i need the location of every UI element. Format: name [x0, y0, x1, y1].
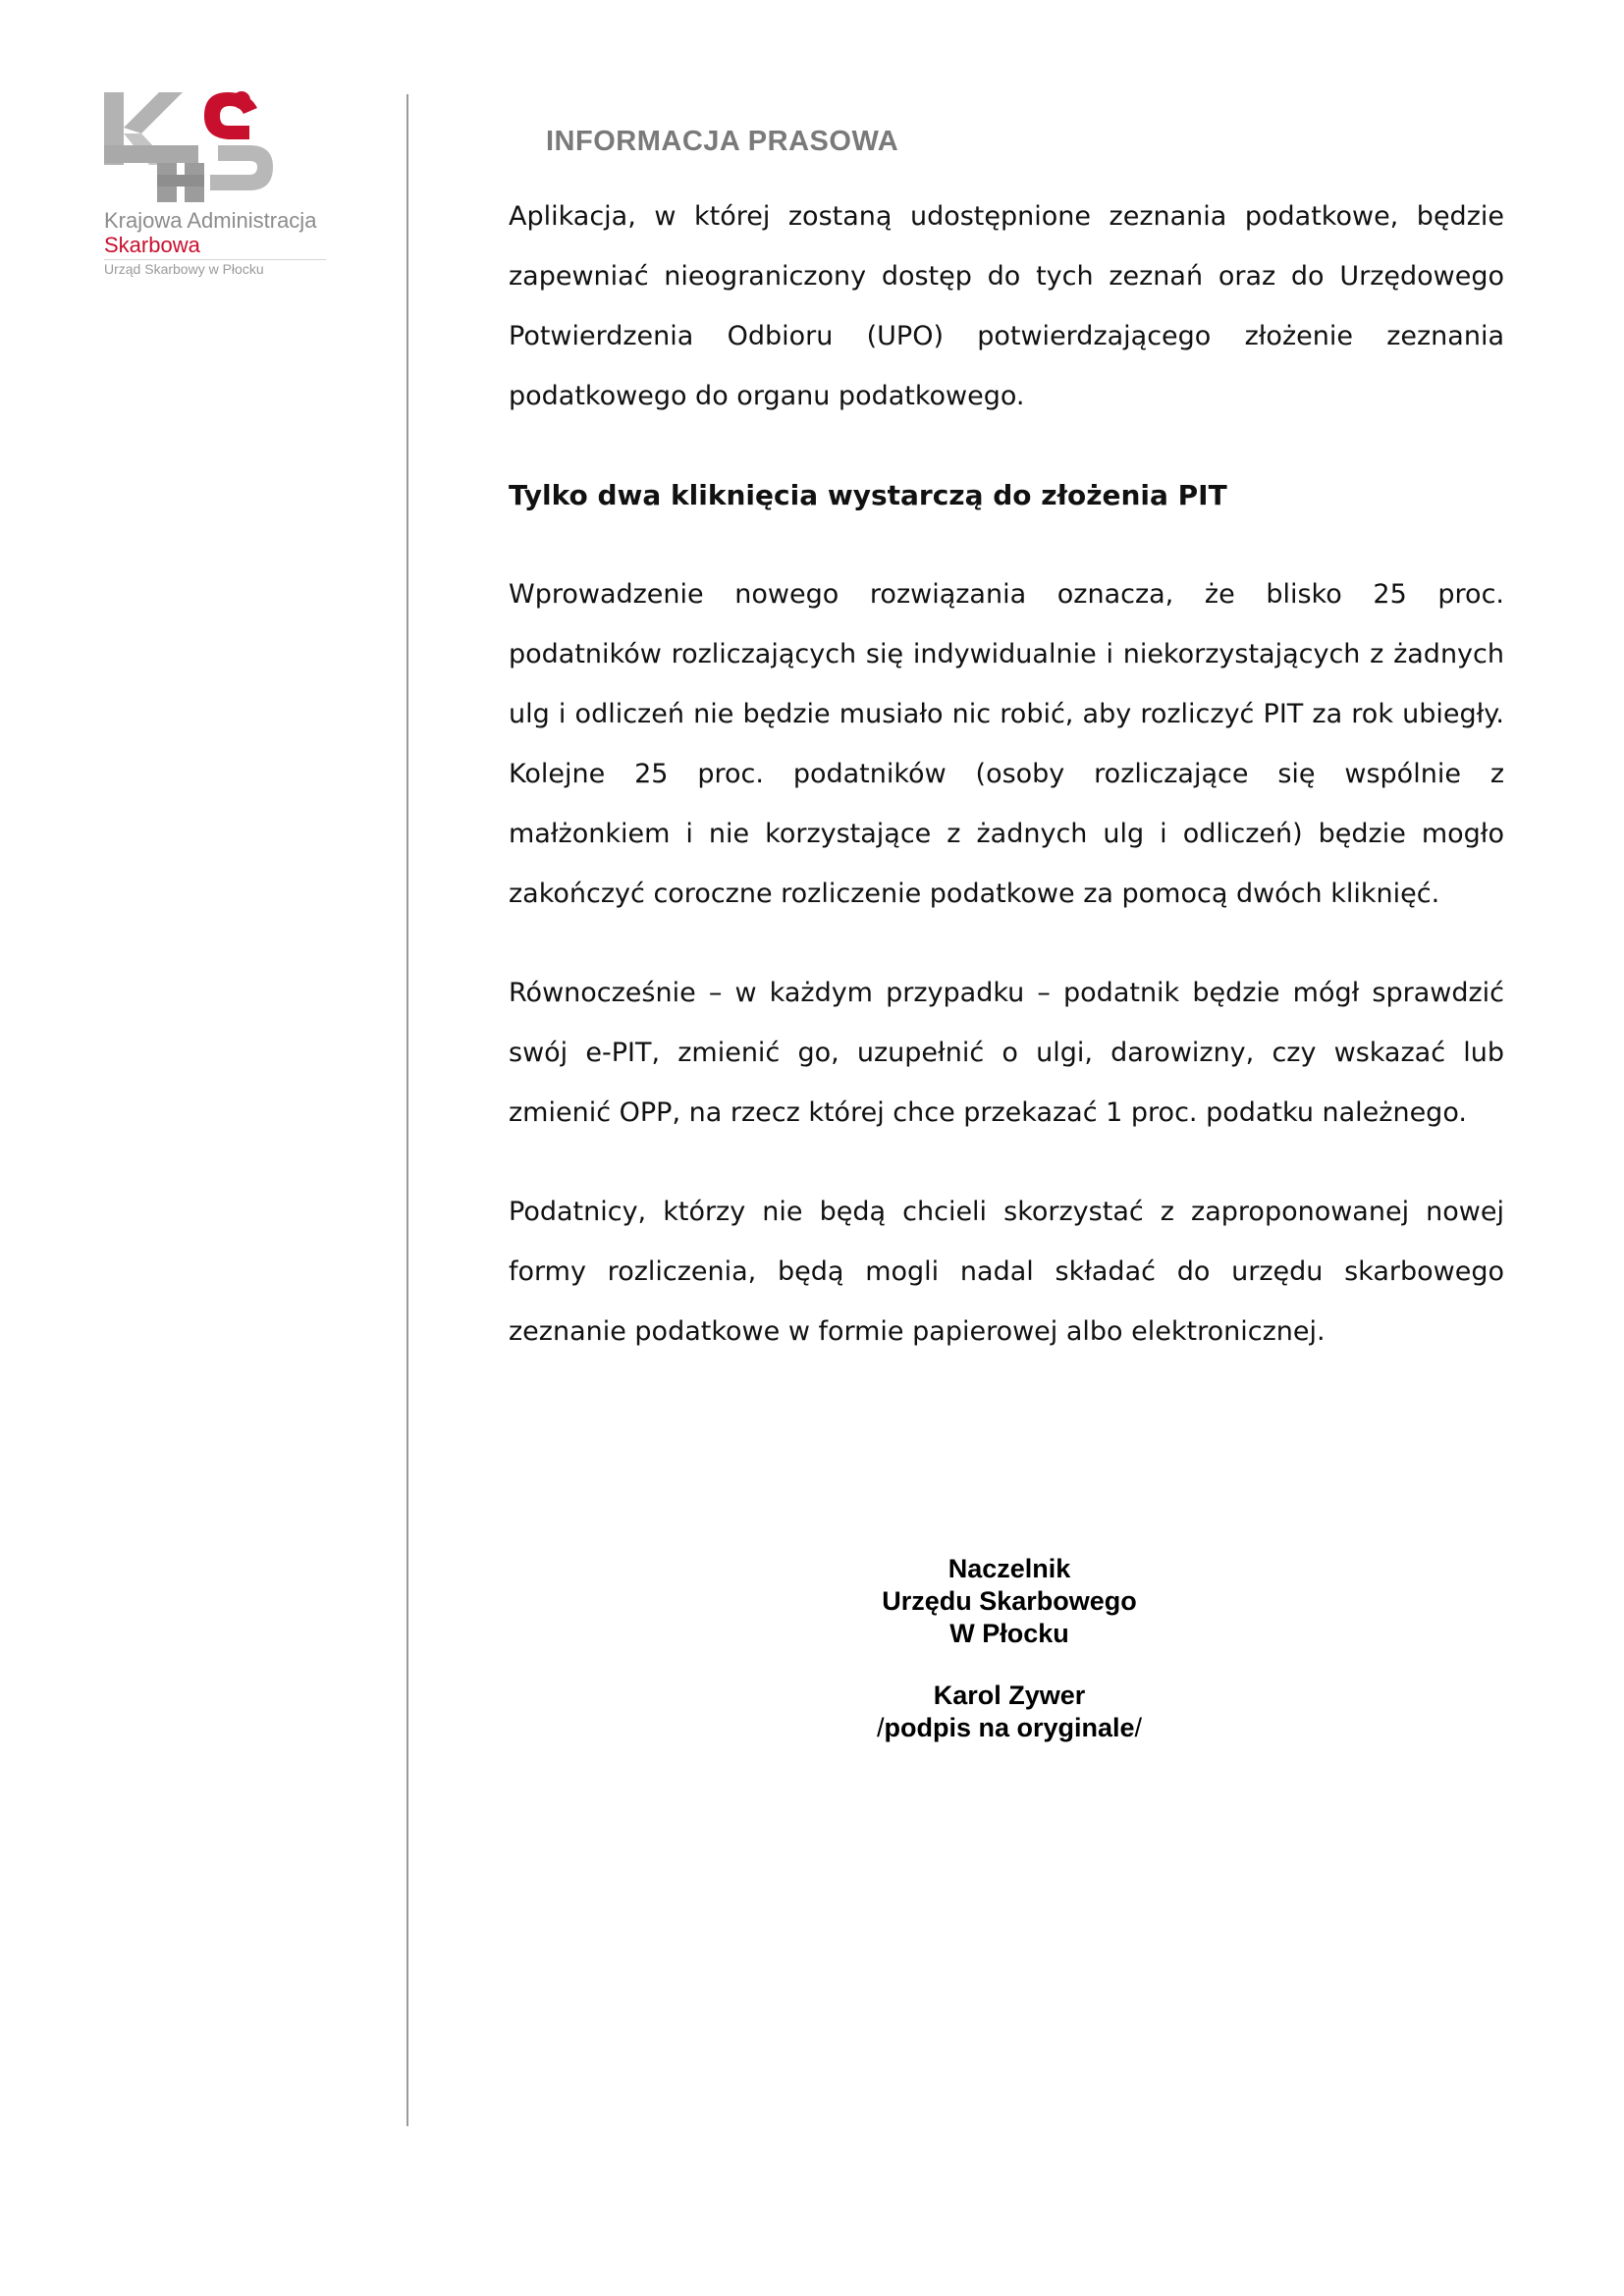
signature-office: Urzędu Skarbowego [882, 1586, 1137, 1616]
logo-line-krajowa: Krajowa Administracja [104, 208, 317, 233]
signature-block [803, 1553, 1216, 1744]
signature-note: podpis na oryginale [884, 1713, 1135, 1742]
signature-spacer [803, 1650, 1216, 1680]
vertical-divider [406, 94, 408, 2126]
logo-text [104, 208, 340, 278]
slash-close: / [1134, 1713, 1143, 1742]
section-heading: Tylko dwa kliknięcia wystarczą do złożenia PIT [509, 479, 1227, 511]
paragraph-new-solution: Wprowadzenie nowego rozwiązania oznacza, że blisko 25 proc. podatników rozliczających się indywidualnie i niekorzystających z żadnych ulg i odliczeń nie będzie musiało nic robić, aby rozliczyć PIT za rok ubiegły. Kolejne 25 proc. podatników (osoby rozliczające się wspólnie z małżonkiem i nie korzystające z żadnych ulg i odliczeń) będzie mogło zakończyć coroczne rozliczenie podatkowe za pomocą dwóch kliknięć. [509, 579, 1504, 909]
slash-open: / [876, 1713, 885, 1742]
signature-city: W Płocku [949, 1619, 1069, 1648]
signature-name: Karol Zywer [933, 1681, 1086, 1710]
document-body [509, 187, 1504, 1362]
logo-line-office: Urząd Skarbowy w Płocku [104, 261, 264, 277]
logo-line-skarbowa: Skarbowa [104, 233, 200, 257]
paragraph-modify-epit: Równocześnie – w każdym przypadku – podatnik będzie mógł sprawdzić swój e-PIT, zmienić go, uzupełnić o ulgi, darowizny, czy wskazać lub zmienić OPP, na rzecz której chce przekazać 1 proc. podatku należnego. [509, 978, 1504, 1128]
signature-note-line [803, 1712, 1216, 1744]
kas-logo [102, 88, 338, 285]
paragraph-paper-option: Podatnicy, którzy nie będą chcieli skorzystać z zaproponowanej nowej formy rozliczenia, będą mogli nadal składać do urzędu skarbowego zeznanie podatkowe w formie papierowej albo elektronicznej. [509, 1197, 1504, 1347]
kas-logo-mark [102, 88, 279, 206]
signature-title: Naczelnik [947, 1554, 1071, 1583]
document-header: INFORMACJA PRASOWA [546, 126, 899, 157]
paragraph-app-access: Aplikacja, w której zostaną udostępnione zeznania podatkowe, będzie zapewniać nieograniczony dostęp do tych zeznań oraz do Urzędowego Potwierdzenia Odbioru (UPO) potwierdzającego złożenie zeznania podatkowego do organu podatkowego. [509, 201, 1504, 411]
